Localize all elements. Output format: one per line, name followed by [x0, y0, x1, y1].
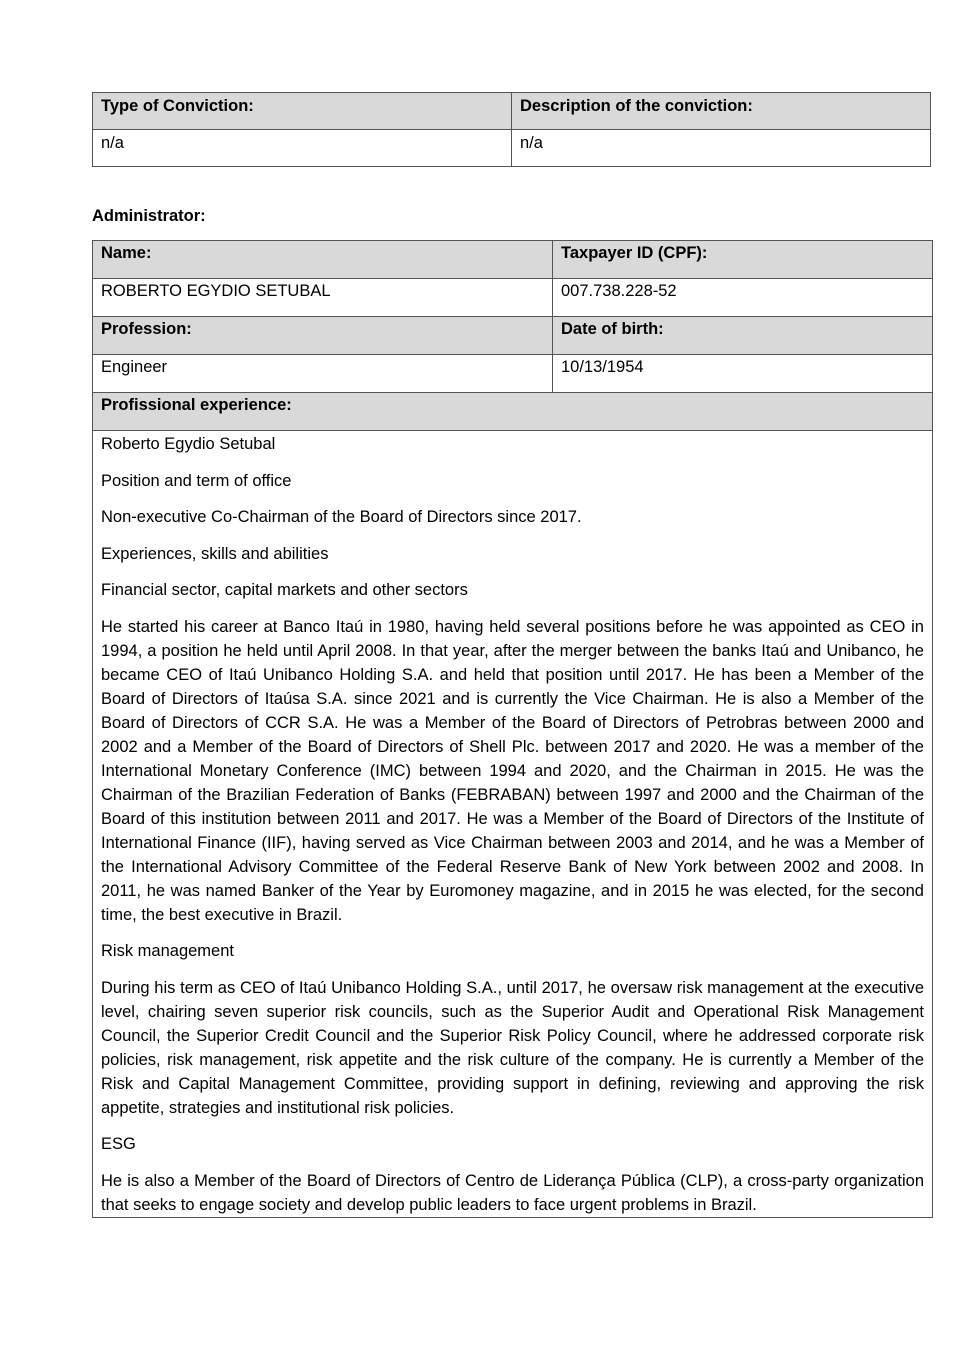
- administrator-table: [92, 240, 933, 1218]
- experience-paragraph: He is also a Member of the Board of Directors of Centro de Liderança Pública (CLP), a cross-party organization that seeks to engage society and develop public leaders to face urgent problems in Brazil.: [101, 1171, 924, 1214]
- dob-header: Date of birth:: [553, 317, 933, 355]
- experience-paragraph: ESG: [101, 1135, 136, 1153]
- experience-paragraph: Roberto Egydio Setubal: [101, 435, 276, 453]
- experience-paragraph: During his term as CEO of Itaú Unibanco Holding S.A., until 2017, he oversaw risk management at the executive level, chairing seven superior risk councils, such as the Superior Audit and Operational Risk Management Council, the Superior Credit Council and the Superior Risk Policy Council, where he addressed corporate risk policies, risk management, risk appetite and the risk culture of the company. He is currently a Member of the Risk and Capital Management Committee, providing support in defining, reviewing and approving the risk appetite, strategies and institutional risk policies.: [101, 978, 924, 1117]
- profession-value: Engineer: [93, 355, 553, 393]
- conviction-type-value: n/a: [93, 130, 512, 167]
- conviction-description-header: Description of the conviction:: [512, 93, 931, 130]
- conviction-table: [92, 92, 931, 167]
- experience-paragraph: Experiences, skills and abilities: [101, 544, 329, 563]
- experience-paragraph: Non-executive Co-Chairman of the Board of Directors since 2017.: [101, 508, 582, 526]
- experience-body: [93, 431, 933, 1218]
- cpf-header: Taxpayer ID (CPF):: [553, 241, 933, 279]
- conviction-description-value: n/a: [512, 130, 931, 167]
- cpf-value: 007.738.228-52: [553, 279, 933, 317]
- name-header: Name:: [93, 241, 553, 279]
- experience-paragraph: He started his career at Banco Itaú in 1980, having held several positions before he was appointed as CEO in 1994, a position he held until April 2008. In that year, after the merger between the banks Itaú and Unibanco, he became CEO of Itaú Unibanco Holding S.A. and held that position until 2017. He has been a Member of the Board of Directors of Itaúsa S.A. since 2021 and is currently the Vice Chairman. He is also a Member of the Board of Directors of CCR S.A. He was a Member of the Board of Directors of Petrobras between 2000 and 2002 and a Member of the Board of Directors of Shell Plc. between 2017 and 2020. He was a member of the International Monetary Conference (IMC) between 1994 and 2020, and the Chairman in 2015. He was the Chairman of the Brazilian Federation of Banks (FEBRABAN) between 1997 and 2000 and the Chairman of the Board of this institution between 2011 and 2017. He was a Member of the Board of Directors of the Institute of International Finance (IIF), having served as Vice Chairman between 2003 and 2014, and he was a Member of the International Advisory Committee of the Federal Reserve Bank of New York between 2002 and 2008. In 2011, he was named Banker of the Year by Euromoney magazine, and in 2015 he was elected, for the second time, the best executive in Brazil.: [101, 617, 924, 924]
- experience-paragraph: Financial sector, capital markets and other sectors: [101, 581, 468, 599]
- experience-header: Profissional experience:: [93, 393, 933, 431]
- experience-paragraph: Position and term of office: [101, 471, 292, 490]
- administrator-label: Administrator:: [92, 207, 206, 225]
- profession-header: Profession:: [93, 317, 553, 355]
- dob-value: 10/13/1954: [553, 355, 933, 393]
- conviction-type-header: Type of Conviction:: [93, 93, 512, 130]
- name-value: ROBERTO EGYDIO SETUBAL: [93, 279, 553, 317]
- experience-paragraph: Risk management: [101, 942, 234, 960]
